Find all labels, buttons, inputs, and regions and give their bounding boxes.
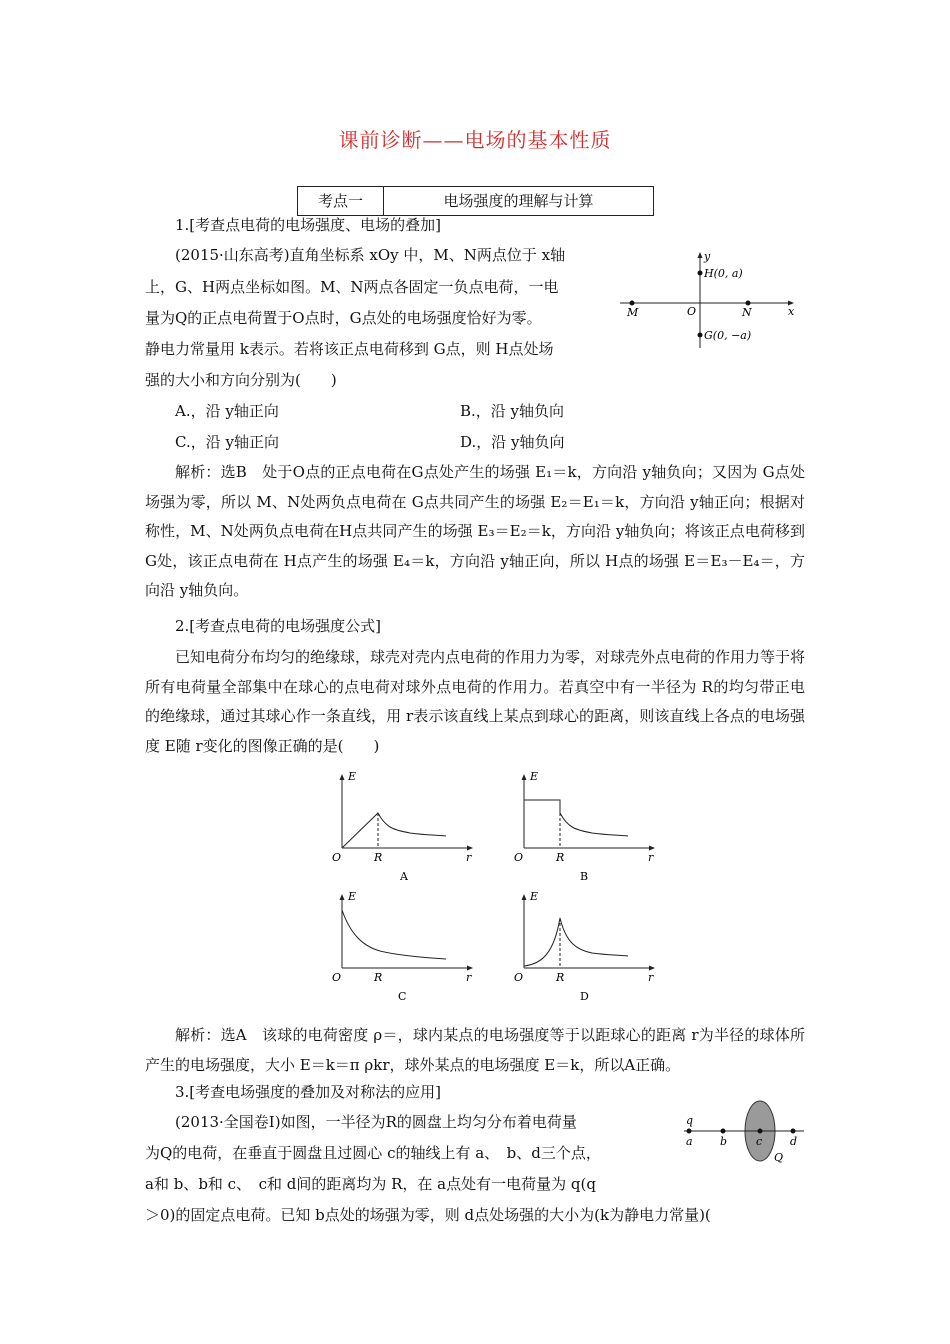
d-label: d [790,1135,798,1148]
q1-line: (2015·山东高考)直角坐标系 xOy 中，M、N两点位于 x轴 [175,246,566,264]
o-label: O [332,971,342,984]
q1-heading: 1.[考查点电荷的电场强度、电场的叠加] [175,216,442,234]
q2-body: 已知电荷分布均匀的绝缘球，球壳对壳内点电荷的作用力为零，对球壳外点电荷的作用力等于将所有电荷量全部集中在球心的点电荷对球外点电荷的作用力。若真空中有一半径为 R的均匀带正电的绝缘球，通过其球心作一条直线，用 r表示该直线上某点到球心的距离，则该直线上各点的电场强度 E随 r变化的图像正确的是( ) [145,648,806,755]
graph-c [332,890,473,1003]
q1-analysis: 解析：选B 处于O点的正点电荷在G点处产生的场强 E₁＝k，方向沿 y轴负向；又因为 G点处场强为零，所以 M、N处两负点电荷在 G点共同产生的场强 E₂＝E₁＝k，方向沿 y轴正向；根据对称性，M、N处两负点电荷在H点共同产生的场强 E₃＝E₂＝k，方向沿 y轴负向；将该正点电荷移到 G处，该正点电荷在 H点产生的场强 E₄＝k，方向沿 y轴正向，所以 H点的场强 E＝E₃－E₄＝，方向沿 y轴负向。 [145,463,805,599]
r-label: r [648,851,654,864]
r-label: r [466,851,472,864]
topic-label: 考点一 [298,187,384,215]
o-label: O [332,851,342,864]
arrow-icon [522,774,527,780]
disk-charge-label: Q [774,1151,784,1164]
q3-line: ＞0)的固定点电荷。已知 b点处的场强为零，则 d点处场强的大小为(k为静电力常量)( [145,1206,711,1224]
q1-option-c: C.，沿 y轴正向 [175,433,279,451]
q-label: q [686,1114,694,1127]
graph-b [514,770,655,883]
q2-heading: 2.[考查点电荷的电场强度公式] [175,617,382,635]
topic-name: 电场强度的理解与计算 [443,192,594,210]
q3-line: a和 b、b和 c、 c和 d间的距离均为 R，在 a点处有一电荷量为 q(q [145,1175,596,1193]
graph-c-curve [342,910,446,959]
graph-c-caption: C [398,990,407,1003]
r-label: r [648,971,654,984]
y-axis-arrow-icon [698,252,703,258]
origin-label: O [687,305,697,318]
e-label: E [530,770,539,783]
q1-line: 强的大小和方向分别为( ) [145,371,337,389]
arrow-icon [467,846,473,851]
arrow-icon [340,774,345,780]
q1-coordinate-figure [612,248,802,358]
q3-disk-figure [676,1095,811,1165]
o-label: O [514,851,524,864]
arrow-icon [467,966,473,971]
point-m [630,301,635,306]
point-c [758,1129,763,1134]
h-label: H(0, a) [704,267,743,280]
q2-analysis: 解析：选A 该球的电荷密度 ρ＝，球内某点的电场强度等于以距球心的距离 r为半径的球体所产生的电场强度，大小 E＝k＝π ρkr，球外某点的电场强度 E＝k，所以A正确。 [145,1026,805,1074]
y-axis-label: y [704,250,711,263]
graph-d-caption: D [580,990,589,1003]
x-axis-label: x [788,305,795,318]
r-cap-label: R [374,851,383,864]
point-h [698,271,703,276]
e-label: E [530,890,539,903]
topic-box [297,186,654,216]
point-g [698,333,703,338]
q3-line: 为Q的电荷，在垂直于圆盘且过圆心 c的轴线上有 a、 b、d三个点， [145,1144,601,1162]
point-a [687,1129,692,1134]
graph-a [332,770,473,883]
q1-line: 量为Q的正点电荷置于O点时，G点处的电场强度恰好为零。 [145,309,542,327]
graph-b-curve [524,800,628,836]
r-cap-label: R [556,971,565,984]
page-title: 课前诊断——电场的基本性质 [338,128,612,152]
point-b [721,1129,726,1134]
graph-d-curve [524,918,628,966]
m-label: M [627,306,639,319]
graph-a-curve [342,813,446,848]
graph-a-caption: A [400,870,408,883]
a-label: a [686,1135,693,1148]
e-label: E [348,770,357,783]
g-label: G(0, −a) [704,329,752,342]
q1-line: 上，G、H两点坐标如图。M、N两点各固定一负点电荷，一电 [145,278,559,296]
arrow-icon [340,894,345,900]
r-label: r [466,971,472,984]
b-label: b [720,1135,728,1148]
r-cap-label: R [556,851,565,864]
arrow-icon [522,894,527,900]
arrow-icon [649,846,655,851]
q3-heading: 3.[考查电场强度的叠加及对称法的应用] [175,1083,442,1101]
q1-option-d: D.，沿 y轴负向 [460,433,565,451]
q1-option-b: B.，沿 y轴负向 [460,402,565,420]
r-cap-label: R [374,971,383,984]
q3-line: (2013·全国卷Ⅰ)如图，一半径为R的圆盘上均匀分布着电荷量 [175,1113,577,1131]
o-label: O [514,971,524,984]
q1-option-a: A.，沿 y轴正向 [175,402,279,420]
q1-line: 静电力常量用 k表示。若将该正点电荷移到 G点，则 H点处场 [145,340,554,358]
c-label: c [756,1135,763,1148]
graph-b-caption: B [580,870,589,883]
graph-d [514,890,655,1003]
e-label: E [348,890,357,903]
n-label: N [742,306,752,319]
point-d [791,1129,796,1134]
arrow-icon [649,966,655,971]
q2-graphs [320,768,660,1008]
point-n [746,301,751,306]
